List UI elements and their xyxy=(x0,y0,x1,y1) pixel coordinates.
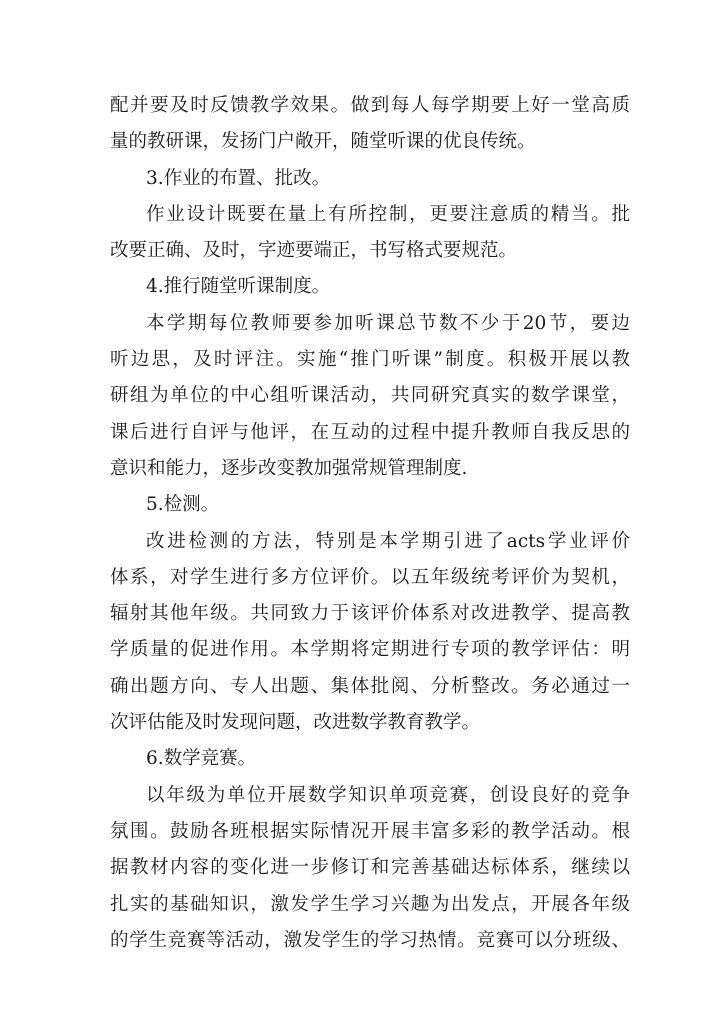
section-heading: 6.数学竞赛。 xyxy=(146,748,257,770)
text-line: 氛围。鼓励各班根据实际情况开展丰富多彩的教学活动。根 xyxy=(110,820,630,842)
text-line: 本学期每位教师要参加听课总节数不少于20节，要边 xyxy=(146,312,630,334)
section-heading: 5.检测。 xyxy=(146,494,220,516)
text-line: 学质量的促进作用。本学期将定期进行专项的教学评估：明 xyxy=(110,639,630,661)
text-line: 体系，对学生进行多方位评价。以五年级统考评价为契机， xyxy=(110,566,630,588)
text-line: 改进检测的方法，特别是本学期引进了acts学业评价 xyxy=(146,530,630,552)
text-line: 扎实的基础知识，激发学生学习兴趣为出发点，开展各年级 xyxy=(110,893,630,915)
document-body xyxy=(110,88,630,959)
text-line: 的学生竞赛等活动，激发学生的学习热情。竞赛可以分班级、 xyxy=(110,929,630,951)
text-line: 意识和能力，逐步改变教加强常规管理制度. xyxy=(110,457,468,479)
text-line: 听边思，及时评注。实施“推门听课”制度。积极开展以教 xyxy=(110,349,630,371)
text-line: 作业设计既要在量上有所控制，更要注意质的精当。批 xyxy=(146,203,630,225)
text-line: 以年级为单位开展数学知识单项竞赛，创设良好的竞争 xyxy=(146,784,630,806)
text-line: 据教材内容的变化进一步修订和完善基础达标体系，继续以 xyxy=(110,857,630,879)
text-line: 确出题方向、专人出题、集体批阅、分析整改。务必通过一 xyxy=(110,675,630,697)
text-line: 改要正确、及时，字迹要端正，书写格式要规范。 xyxy=(110,240,518,262)
text-line: 配并要及时反馈教学效果。做到每人每学期要上好一堂高质 xyxy=(110,95,630,116)
text-line: 课后进行自评与他评，在互动的过程中提升教师自我反思的 xyxy=(110,421,630,443)
text-line: 辐射其他年级。共同致力于该评价体系对改进教学、提高教 xyxy=(110,603,630,625)
text-line: 次评估能及时发现问题，改进数学教育教学。 xyxy=(110,712,481,734)
text-line: 研组为单位的中心组听课活动，共同研究真实的数学课堂， xyxy=(110,385,630,407)
text-line: 量的教研课，发扬门户敞开，随堂听课的优良传统。 xyxy=(110,131,536,153)
section-heading: 3.作业的布置、批改。 xyxy=(146,167,331,189)
section-heading: 4.推行随堂听课制度。 xyxy=(146,276,331,298)
